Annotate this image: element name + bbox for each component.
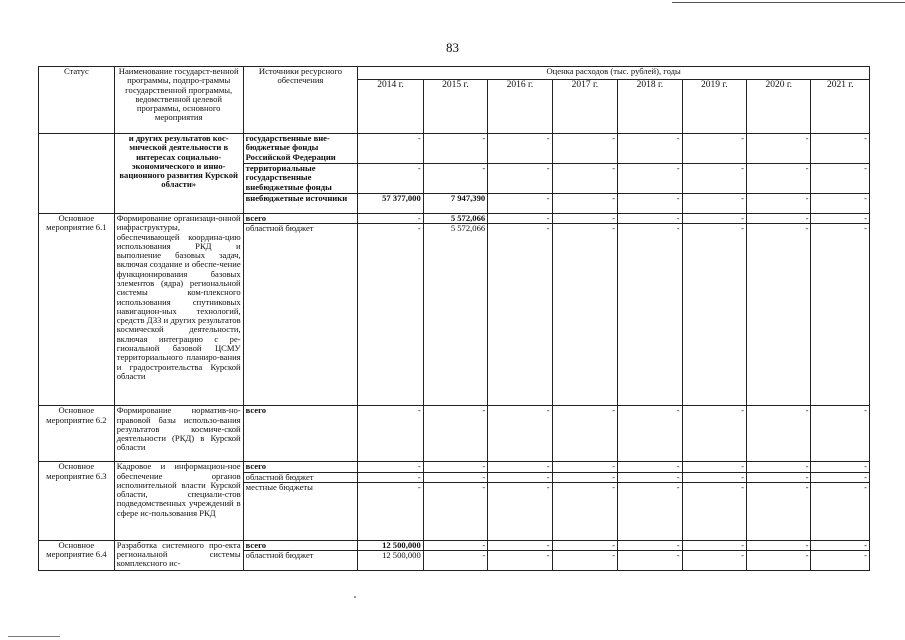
value-cell: - <box>811 224 870 406</box>
source-label: местные бюджеты <box>243 482 358 540</box>
value-cell: - <box>618 462 682 472</box>
value-cell: - <box>552 406 617 462</box>
measure-status: Основное мероприятие 6.2 <box>39 406 115 462</box>
value-cell: - <box>747 224 811 406</box>
value-cell: - <box>811 462 870 472</box>
value-cell: - <box>811 194 870 214</box>
header-sources: Источники ресурсного обеспечения <box>243 67 358 134</box>
header-status: Статус <box>39 67 115 134</box>
source-label: областной бюджет <box>243 472 358 482</box>
value-cell: - <box>423 482 487 540</box>
value-cell: - <box>488 472 552 482</box>
value-cell: - <box>423 462 487 472</box>
value-cell: - <box>682 462 746 472</box>
value-cell: - <box>811 551 870 571</box>
value-cell: - <box>747 462 811 472</box>
header-year: 2015 г. <box>423 80 487 134</box>
subprogram-name: и других результатов кос-мической деятельности в интересах социально-экономического и инно-вационного развития Курской области» <box>114 134 243 214</box>
value-cell: - <box>488 540 552 550</box>
measure-name: Формирование норматив-но-правовой базы использо-вания результатов космиче-ской деятельности (РКД) в Курской области <box>114 406 243 462</box>
value-cell: - <box>747 482 811 540</box>
value-cell: - <box>488 551 552 571</box>
value-cell: - <box>618 194 682 214</box>
measure-name: Кадровое и информацион-ное обеспечение органов исполнительной власти Курской области, специали-стов подведомственных учреждений в сфере ис-пользования РКД <box>114 462 243 541</box>
value-cell: - <box>552 164 617 194</box>
value-cell: 12 500,000 <box>358 551 423 571</box>
value-cell: - <box>618 164 682 194</box>
value-cell: - <box>488 194 552 214</box>
value-cell: - <box>682 164 746 194</box>
source-label: государственные вне-бюджетные фонды Российской Федерации <box>243 134 358 164</box>
value-cell: - <box>552 482 617 540</box>
measure-name: Формирование организаци-онной инфраструктуры, обеспечивающей координа-цию использования РКД и выполнение базовых задач, включая создание и обеспе-чение функционирования базовых элементов (ядра) региональной системы ком-плексного использования спутниковых навигацион-ных технологий, средств ДЗЗ и других результатов космической деятельности, включая интеграцию с ре-гиональной базовой ЦСМУ территориального планиро-вания и градостроительства Курской области <box>114 214 243 406</box>
value-cell: - <box>358 406 423 462</box>
value-cell: - <box>618 472 682 482</box>
header-year: 2016 г. <box>488 80 552 134</box>
status-cell-empty <box>39 134 115 214</box>
header-year: 2017 г. <box>552 80 617 134</box>
value-cell: - <box>488 462 552 472</box>
value-cell: - <box>682 194 746 214</box>
value-cell: - <box>811 164 870 194</box>
value-cell: 7 947,390 <box>423 194 487 214</box>
value-cell: - <box>682 406 746 462</box>
page-number: 83 <box>446 40 459 55</box>
value-cell: - <box>552 214 617 224</box>
header-year: 2021 г. <box>811 80 870 134</box>
value-cell: - <box>682 214 746 224</box>
value-cell: - <box>423 540 487 550</box>
value-cell: - <box>488 214 552 224</box>
source-label: территориальные государственные внебюджетные фонды <box>243 164 358 194</box>
bottom-rule <box>8 636 60 637</box>
value-cell: - <box>358 134 423 164</box>
value-cell: 12 500,000 <box>358 540 423 550</box>
header-year: 2014 г. <box>358 80 423 134</box>
value-cell: - <box>423 472 487 482</box>
value-cell: - <box>488 482 552 540</box>
scan-mark <box>354 596 356 598</box>
header-name: Наименование государст-венной программы, подпро-граммы государственной программы, ведомственной целевой программы, основного мероприятия <box>114 67 243 134</box>
value-cell: - <box>682 472 746 482</box>
value-cell: - <box>423 551 487 571</box>
value-cell: 5 572,066 <box>423 214 487 224</box>
value-cell: - <box>811 214 870 224</box>
value-cell: - <box>358 472 423 482</box>
value-cell: - <box>747 472 811 482</box>
source-label: всего <box>243 214 358 224</box>
value-cell: - <box>552 462 617 472</box>
value-cell: - <box>747 551 811 571</box>
value-cell: - <box>488 164 552 194</box>
value-cell: - <box>811 134 870 164</box>
value-cell: - <box>358 482 423 540</box>
value-cell: - <box>811 406 870 462</box>
source-label: всего <box>243 540 358 550</box>
value-cell: - <box>811 472 870 482</box>
value-cell: - <box>747 194 811 214</box>
value-cell: 57 377,000 <box>358 194 423 214</box>
value-cell: - <box>618 406 682 462</box>
value-cell: - <box>618 214 682 224</box>
value-cell: - <box>747 164 811 194</box>
measure-status: Основное мероприятие 6.4 <box>39 540 115 570</box>
value-cell: - <box>682 540 746 550</box>
header-year: 2018 г. <box>618 80 682 134</box>
measure-name: Разработка системного про-екта региональной системы комплексного ис- <box>114 540 243 570</box>
value-cell: - <box>488 224 552 406</box>
value-cell: - <box>488 134 552 164</box>
value-cell: - <box>552 194 617 214</box>
value-cell: - <box>358 164 423 194</box>
value-cell: - <box>682 482 746 540</box>
value-cell: - <box>552 224 617 406</box>
value-cell: 5 572,066 <box>423 224 487 406</box>
value-cell: - <box>747 214 811 224</box>
top-rule <box>672 2 905 3</box>
value-cell: - <box>552 134 617 164</box>
value-cell: - <box>682 224 746 406</box>
value-cell: - <box>618 482 682 540</box>
value-cell: - <box>423 164 487 194</box>
source-label: внебюджетные источники <box>243 194 358 214</box>
value-cell: - <box>358 462 423 472</box>
value-cell: - <box>552 551 617 571</box>
header-estimate: Оценка расходов (тыс. рублей), годы <box>358 67 870 80</box>
value-cell: - <box>423 406 487 462</box>
value-cell: - <box>488 406 552 462</box>
budget-table <box>38 66 870 571</box>
value-cell: - <box>358 224 423 406</box>
source-label: всего <box>243 406 358 462</box>
value-cell: - <box>618 551 682 571</box>
measure-status: Основное мероприятие 6.3 <box>39 462 115 541</box>
value-cell: - <box>747 134 811 164</box>
value-cell: - <box>682 134 746 164</box>
value-cell: - <box>747 406 811 462</box>
value-cell: - <box>552 540 617 550</box>
value-cell: - <box>618 134 682 164</box>
value-cell: - <box>552 472 617 482</box>
value-cell: - <box>747 540 811 550</box>
value-cell: - <box>423 134 487 164</box>
value-cell: - <box>618 540 682 550</box>
value-cell: - <box>811 482 870 540</box>
value-cell: - <box>358 214 423 224</box>
header-year: 2019 г. <box>682 80 746 134</box>
source-label: областной бюджет <box>243 224 358 406</box>
header-year: 2020 г. <box>747 80 811 134</box>
value-cell: - <box>811 540 870 550</box>
measure-status: Основное мероприятие 6.1 <box>39 214 115 406</box>
source-label: областной бюджет <box>243 551 358 571</box>
source-label: всего <box>243 462 358 472</box>
value-cell: - <box>682 551 746 571</box>
value-cell: - <box>618 224 682 406</box>
